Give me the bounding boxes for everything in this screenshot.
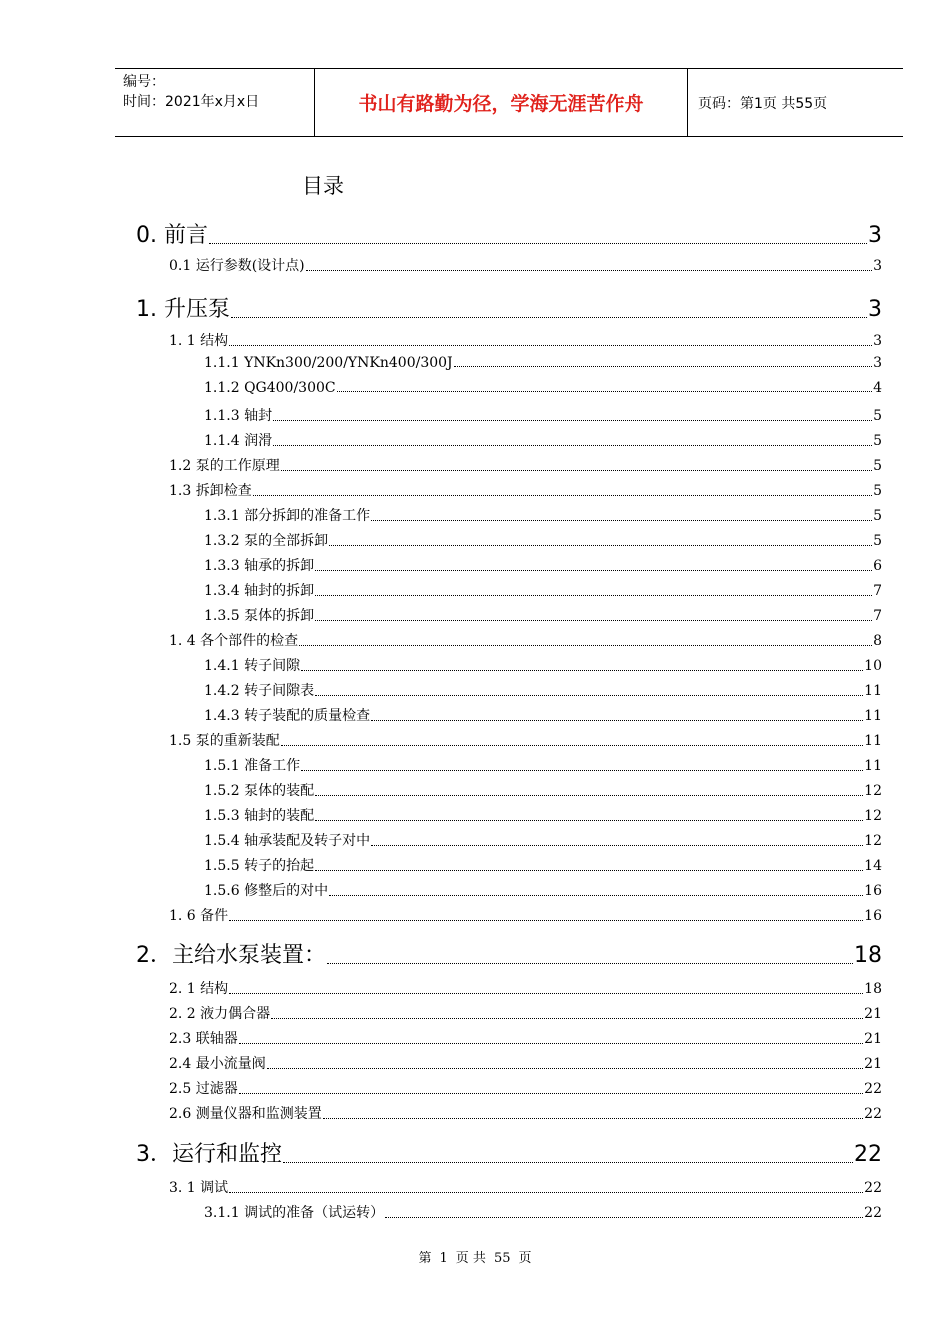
toc-dot-leader (315, 570, 872, 571)
toc-dot-leader (371, 720, 863, 721)
toc-entry-page: 11 (864, 758, 882, 774)
toc-entry-page: 3 (873, 355, 882, 371)
toc-dot-leader (327, 963, 853, 964)
toc-entry-page: 8 (873, 633, 882, 649)
toc-dot-leader (283, 1162, 853, 1163)
toc-dot-leader (454, 366, 872, 367)
toc-dot-leader (315, 695, 863, 696)
toc-dot-leader (306, 270, 872, 271)
toc-entry[interactable] (169, 1103, 882, 1123)
toc-entry-label: 2.3 联轴器 (169, 1031, 238, 1047)
toc-entry-page: 10 (864, 658, 882, 674)
toc-entry-label: 1.3.5 泵体的拆卸 (204, 608, 315, 624)
toc-entry[interactable] (204, 830, 882, 850)
toc-entry-page: 18 (864, 981, 882, 997)
toc-entry-label: 1.5.5 转子的抬起 (204, 858, 315, 874)
toc-entry-page: 11 (864, 708, 882, 724)
toc-entry-label: 1.3.1 部分拆卸的准备工作 (204, 508, 371, 524)
toc-entry-page: 3 (873, 333, 882, 349)
footer-prefix: 第 (418, 1251, 432, 1266)
toc-entry[interactable] (169, 480, 882, 500)
toc-entry-page: 22 (864, 1106, 882, 1122)
toc-entry-page: 11 (864, 683, 882, 699)
toc-entry[interactable] (204, 880, 882, 900)
toc-entry-page: 12 (864, 833, 882, 849)
header-page-info: 页码：第1页 共55页 (698, 95, 828, 112)
toc-entry[interactable] (204, 1202, 882, 1222)
toc-entry-label: 1.1.2 QG400/300C (204, 380, 336, 396)
toc-entry[interactable] (204, 530, 882, 550)
toc-entry-page: 3 (868, 297, 882, 322)
toc-entry-page: 7 (873, 608, 882, 624)
toc-dot-leader (229, 920, 863, 921)
toc-entry[interactable] (169, 255, 882, 275)
toc-dot-leader (267, 1068, 863, 1069)
toc-entry-label: 1.4.1 转子间隙 (204, 658, 301, 674)
toc-entry-label: 1.3 拆卸检查 (169, 483, 252, 499)
toc-entry-page: 11 (864, 733, 882, 749)
toc-entry[interactable] (204, 355, 882, 371)
toc-entry-page: 21 (864, 1056, 882, 1072)
toc-entry[interactable] (204, 655, 882, 675)
toc-dot-leader (323, 1118, 863, 1119)
toc-entry[interactable] (204, 505, 882, 525)
toc-entry-label: 1.3.2 泵的全部拆卸 (204, 533, 329, 549)
toc-entry-label: 1.5.6 修整后的对中 (204, 883, 329, 899)
toc-entry-label: 1.5.3 轴封的装配 (204, 808, 315, 824)
toc-entry[interactable] (204, 780, 882, 800)
toc-entry-page: 5 (873, 483, 882, 499)
toc-entry-page: 16 (864, 883, 882, 899)
toc-title: 目录 (302, 174, 344, 198)
toc-entry[interactable] (169, 905, 882, 925)
toc-dot-leader (301, 670, 863, 671)
serial-label: 编号： (123, 74, 165, 90)
header-motto: 书山有路勤为径，学海无涯苦作舟 (315, 69, 688, 136)
toc-entry-label: 3. 1 调试 (169, 1180, 229, 1196)
page-header (115, 68, 903, 137)
toc-entry-label: 2.4 最小流量阀 (169, 1056, 266, 1072)
footer-total-pages: 55 (493, 1251, 511, 1266)
toc-dot-leader (371, 520, 872, 521)
toc-dot-leader (209, 243, 867, 244)
toc-entry-label: 2．主给水泵装置： (136, 943, 326, 968)
header-left-cell (115, 69, 315, 136)
toc-entry-page: 5 (873, 433, 882, 449)
toc-dot-leader (281, 470, 872, 471)
toc-dot-leader (337, 391, 872, 392)
toc-entry-label: 1.3.4 轴封的拆卸 (204, 583, 315, 599)
toc-entry[interactable] (136, 1137, 882, 1168)
toc-dot-leader (239, 1093, 863, 1094)
toc-entry[interactable] (204, 605, 882, 625)
toc-entry-page: 5 (873, 533, 882, 549)
toc-entry-label: 1. 升压泵 (136, 297, 230, 322)
toc-entry[interactable] (136, 218, 882, 249)
toc-entry-page: 21 (864, 1031, 882, 1047)
toc-entry[interactable] (169, 978, 882, 998)
footer-mid: 页 共 (455, 1251, 486, 1266)
toc-entry[interactable] (204, 855, 882, 875)
toc-entry[interactable] (169, 330, 882, 350)
page-footer (0, 1247, 950, 1266)
toc-dot-leader (281, 745, 863, 746)
toc-dot-leader (315, 870, 863, 871)
toc-entry-page: 14 (864, 858, 882, 874)
toc-entry-label: 0. 前言 (136, 223, 208, 248)
toc-entry[interactable] (169, 1003, 882, 1023)
toc-entry-page: 5 (873, 458, 882, 474)
toc-dot-leader (329, 545, 872, 546)
toc-entry-label: 2.5 过滤器 (169, 1081, 238, 1097)
toc-entry-label: 1.2 泵的工作原理 (169, 458, 280, 474)
toc-entry[interactable] (204, 430, 882, 450)
toc-entry-page: 21 (864, 1006, 882, 1022)
footer-current-page: 1 (439, 1251, 448, 1266)
toc-entry-label: 2. 2 液力偶合器 (169, 1006, 271, 1022)
toc-entry-page: 3 (873, 258, 882, 274)
toc-entry[interactable] (204, 680, 882, 700)
toc-entry[interactable] (169, 1078, 882, 1098)
toc-entry[interactable] (204, 555, 882, 575)
toc-entry-label: 2. 1 结构 (169, 981, 229, 997)
toc-entry[interactable] (169, 1177, 882, 1197)
toc-entry-label: 1. 1 结构 (169, 333, 229, 349)
toc-entry-label: 1.1.4 润滑 (204, 433, 273, 449)
toc-entry-page: 7 (873, 583, 882, 599)
toc-entry-page: 5 (873, 408, 882, 424)
toc-dot-leader (299, 645, 872, 646)
toc-entry-page: 6 (873, 558, 882, 574)
toc-entry[interactable] (204, 805, 882, 825)
toc-entry-page: 22 (854, 1142, 882, 1167)
toc-dot-leader (385, 1217, 863, 1218)
toc-dot-leader (229, 1192, 863, 1193)
toc-entry-page: 3 (868, 223, 882, 248)
toc-entry[interactable] (204, 580, 882, 600)
toc-entry[interactable] (136, 938, 882, 969)
toc-entry-label: 1.1.3 轴封 (204, 408, 273, 424)
toc-entry[interactable] (169, 630, 882, 650)
toc-entry-page: 16 (864, 908, 882, 924)
toc-dot-leader (273, 420, 872, 421)
toc-entry-page: 22 (864, 1180, 882, 1196)
toc-dot-leader (329, 895, 863, 896)
toc-dot-leader (371, 845, 863, 846)
toc-entry-page: 18 (854, 943, 882, 968)
toc-dot-leader (229, 345, 872, 346)
toc-entry-label: 1. 4 各个部件的检查 (169, 633, 299, 649)
toc-entry-label: 3．运行和监控 (136, 1142, 282, 1167)
toc-dot-leader (315, 795, 863, 796)
toc-entry[interactable] (169, 1053, 882, 1073)
toc-entry-label: 1.5.4 轴承装配及转子对中 (204, 833, 371, 849)
toc-dot-leader (315, 620, 872, 621)
toc-entry-label: 1.5 泵的重新装配 (169, 733, 280, 749)
toc-entry-label: 2.6 测量仪器和监测装置 (169, 1106, 322, 1122)
toc-entry-label: 1.3.3 轴承的拆卸 (204, 558, 315, 574)
toc-entry-label: 1.5.1 准备工作 (204, 758, 301, 774)
toc-entry-page: 4 (873, 380, 882, 396)
toc-entry-page: 22 (864, 1081, 882, 1097)
toc-dot-leader (315, 820, 863, 821)
toc-entry-page: 5 (873, 508, 882, 524)
toc-entry-label: 1.4.2 转子间隙表 (204, 683, 315, 699)
footer-suffix: 页 (518, 1251, 532, 1266)
toc-entry-page: 12 (864, 783, 882, 799)
toc-dot-leader (315, 595, 872, 596)
toc-dot-leader (253, 495, 872, 496)
toc-dot-leader (229, 993, 863, 994)
toc-entry[interactable] (204, 705, 882, 725)
toc-entry-label: 1.1.1 YNKn300/200/YNKn400/300J (204, 355, 453, 371)
toc-entry[interactable] (169, 1028, 882, 1048)
toc-dot-leader (273, 445, 872, 446)
toc-dot-leader (271, 1018, 863, 1019)
toc-entry-page: 22 (864, 1205, 882, 1221)
toc-entry[interactable] (136, 292, 882, 323)
toc-entry[interactable] (204, 755, 882, 775)
toc-entry-label: 1. 6 备件 (169, 908, 229, 924)
toc-entry-label: 0.1 运行参数(设计点) (169, 258, 305, 274)
toc-entry[interactable] (204, 405, 882, 425)
time-label: 时间：2021年x月x日 (123, 94, 260, 110)
toc-entry[interactable] (169, 730, 882, 750)
toc-dot-leader (239, 1043, 863, 1044)
toc-entry[interactable] (169, 455, 882, 475)
toc-entry-label: 1.4.3 转子装配的质量检查 (204, 708, 371, 724)
toc-dot-leader (231, 317, 867, 318)
toc-entry[interactable] (204, 380, 882, 396)
toc-entry-page: 12 (864, 808, 882, 824)
toc-entry-label: 1.5.2 泵体的装配 (204, 783, 315, 799)
toc-entry-label: 3.1.1 调试的准备（试运转） (204, 1205, 385, 1221)
toc-dot-leader (301, 770, 863, 771)
